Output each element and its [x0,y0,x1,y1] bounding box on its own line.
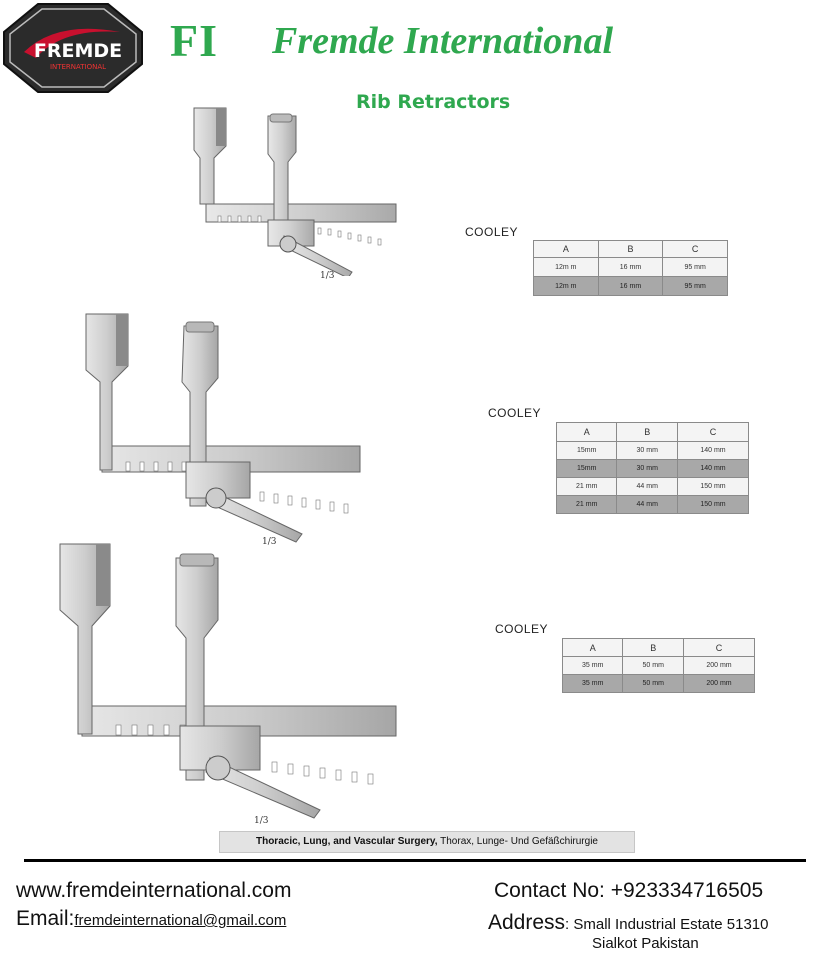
spec-table [556,422,749,514]
table-cell: 21 mm [557,478,617,496]
table-cell: 50 mm [623,675,683,693]
table-cell: 35 mm [563,675,623,693]
table-row [563,675,755,693]
email-row [16,908,286,929]
table-cell: 150 mm [677,478,748,496]
spec-table [562,638,755,693]
scale-label: 1/3 [320,271,335,281]
divider [24,859,806,862]
table-row [534,277,728,296]
column-header: C [683,639,754,657]
table-row [563,657,755,675]
table-cell: 200 mm [683,675,754,693]
table-cell: 15mm [557,442,617,460]
address-row [488,912,769,933]
table-row [557,460,749,478]
caption-bold: Thoracic, Lung, and Vascular Surgery, [255,836,438,847]
table-cell: 35 mm [563,657,623,675]
company-logo [2,2,144,94]
table-cell: 15mm [557,460,617,478]
email-label: Email: [16,907,75,930]
logo-text: FREMDE [33,40,123,62]
address-label: Address [488,911,566,934]
table-cell: 16 mm [598,258,663,277]
table-row [557,478,749,496]
table-cell: 140 mm [677,442,748,460]
column-header: A [563,639,623,657]
spec-name: COOLEY [488,406,542,420]
retractor-image [188,106,408,276]
website-link[interactable]: www.fremdeinternational.com [16,879,292,902]
address-line-1: : Small Industrial Estate 51310 [565,916,769,933]
retractor-image [82,310,367,545]
table-cell: 200 mm [683,657,754,675]
table-cell: 50 mm [623,657,683,675]
spec-name: COOLEY [495,622,549,636]
scale-label: 1/3 [262,537,277,547]
column-header: B [598,241,663,258]
spec-name: COOLEY [465,225,519,239]
page-title: Rib Retractors [356,91,511,113]
table-cell: 140 mm [677,460,748,478]
column-header: B [617,423,677,442]
caption-strip [219,831,635,853]
column-header: A [534,241,599,258]
caption-text: Thorax, Lunge- Und Gefäßchirurgie [437,836,598,847]
contact-number: Contact No: +923334716505 [494,879,764,902]
table-cell: 30 mm [617,460,677,478]
table-row [557,442,749,460]
table-cell: 150 mm [677,496,748,514]
spec-table [533,240,728,296]
company-name: Fremde International [272,20,613,62]
table-cell: 16 mm [598,277,663,296]
fi-mark: FI [170,15,218,66]
table-row [557,496,749,514]
table-cell: 12m m [534,258,599,277]
scale-label: 1/3 [254,816,269,826]
table-cell: 21 mm [557,496,617,514]
column-header: C [677,423,748,442]
retractor-image [56,540,401,820]
table-cell: 95 mm [663,258,728,277]
table-row [534,258,728,277]
column-header: B [623,639,683,657]
column-header: A [557,423,617,442]
table-cell: 95 mm [663,277,728,296]
email-link[interactable]: fremdeinternational@gmail.com [74,912,287,929]
logo-subtext: INTERNATIONAL [49,63,107,71]
address-line-2: Sialkot Pakistan [592,935,699,952]
table-cell: 30 mm [617,442,677,460]
table-cell: 12m m [534,277,599,296]
table-cell: 44 mm [617,496,677,514]
column-header: C [663,241,728,258]
table-cell: 44 mm [617,478,677,496]
